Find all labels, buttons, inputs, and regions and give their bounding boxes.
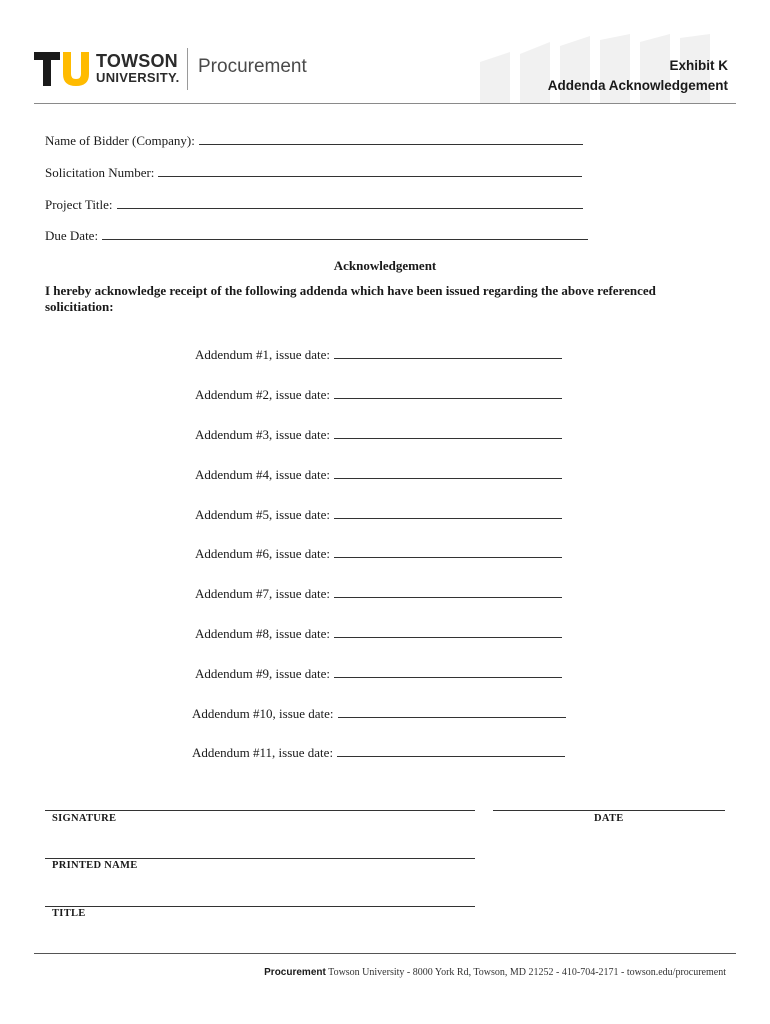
addendum-date-line[interactable] xyxy=(334,548,562,558)
addendum-row[interactable] xyxy=(195,427,562,443)
addendum-date-line[interactable] xyxy=(334,588,562,598)
addendum-label: Addendum #10, issue date: xyxy=(192,706,334,721)
footer-divider xyxy=(34,953,736,954)
towson-university-logo xyxy=(34,46,194,92)
addendum-row[interactable] xyxy=(195,507,562,523)
addendum-row[interactable] xyxy=(195,387,562,403)
addendum-row[interactable] xyxy=(195,666,562,682)
exhibit-heading xyxy=(548,56,728,96)
bidder-name-label: Name of Bidder (Company): xyxy=(45,133,195,148)
addendum-row[interactable] xyxy=(195,626,562,642)
addendum-label: Addendum #4, issue date: xyxy=(195,467,331,482)
title-line[interactable] xyxy=(45,906,475,907)
bidder-name-field[interactable] xyxy=(45,133,583,149)
addendum-label: Addendum #6, issue date: xyxy=(195,546,331,561)
header-divider xyxy=(34,103,736,104)
signature-label: SIGNATURE xyxy=(52,813,117,824)
document-title: Addenda Acknowledgement xyxy=(547,78,728,93)
addendum-date-line[interactable] xyxy=(334,349,562,359)
title-label: TITLE xyxy=(52,908,86,919)
addendum-row[interactable] xyxy=(192,706,566,722)
addendum-row[interactable] xyxy=(195,546,562,562)
due-date-label: Due Date: xyxy=(45,228,99,243)
addendum-label: Addendum #1, issue date: xyxy=(195,347,331,362)
addendum-date-line[interactable] xyxy=(334,628,562,638)
department-name: Procurement xyxy=(198,56,307,77)
addendum-label: Addendum #8, issue date: xyxy=(195,626,331,641)
project-title-field[interactable] xyxy=(45,197,583,213)
footer-contact: Towson University - 8000 York Rd, Towson, MD 21252 - 410-704-2171 - towson.edu/procurement xyxy=(328,967,726,978)
addendum-date-line[interactable] xyxy=(334,668,562,678)
addendum-date-line[interactable] xyxy=(334,509,562,519)
addendum-row[interactable] xyxy=(195,586,562,602)
tu-logo-icon xyxy=(34,52,90,86)
addendum-row[interactable] xyxy=(192,745,565,761)
due-date-line[interactable] xyxy=(102,230,588,240)
addendum-label: Addendum #5, issue date: xyxy=(195,507,331,522)
solicitation-number-line[interactable] xyxy=(158,167,582,177)
logo-line-towson: TOWSON xyxy=(96,51,178,71)
date-line[interactable] xyxy=(493,810,725,811)
addendum-date-line[interactable] xyxy=(334,429,562,439)
project-title-line[interactable] xyxy=(117,199,583,209)
solicitation-number-label: Solicitation Number: xyxy=(45,165,155,180)
acknowledgement-heading: Acknowledgement xyxy=(333,258,437,273)
addendum-date-line[interactable] xyxy=(338,708,566,718)
addendum-date-line[interactable] xyxy=(337,747,565,757)
addendum-label: Addendum #7, issue date: xyxy=(195,586,331,601)
acknowledgement-text: I hereby acknowledge receipt of the following addenda which have been issued regarding the above referenced solicitiation: xyxy=(45,283,656,314)
logo-divider xyxy=(187,48,188,90)
solicitation-number-field[interactable] xyxy=(45,165,582,181)
due-date-field[interactable] xyxy=(45,228,588,244)
addendum-date-line[interactable] xyxy=(334,389,562,399)
addendum-date-line[interactable] xyxy=(334,469,562,479)
addendum-label: Addendum #3, issue date: xyxy=(195,427,331,442)
footer xyxy=(264,967,726,978)
footer-department: Procurement xyxy=(264,967,326,978)
addendum-label: Addendum #2, issue date: xyxy=(195,387,331,402)
signature-line[interactable] xyxy=(45,810,475,811)
exhibit-label: Exhibit K xyxy=(669,58,728,73)
addendum-row[interactable] xyxy=(195,347,562,363)
logo-line-university: UNIVERSITY. xyxy=(96,70,180,85)
addendum-label: Addendum #9, issue date: xyxy=(195,666,331,681)
date-label: DATE xyxy=(594,813,624,824)
printed-name-label: PRINTED NAME xyxy=(52,860,138,871)
bidder-name-line[interactable] xyxy=(199,135,583,145)
project-title-label: Project Title: xyxy=(45,197,113,212)
addendum-row[interactable] xyxy=(195,467,562,483)
printed-name-line[interactable] xyxy=(45,858,475,859)
addendum-label: Addendum #11, issue date: xyxy=(192,745,334,760)
